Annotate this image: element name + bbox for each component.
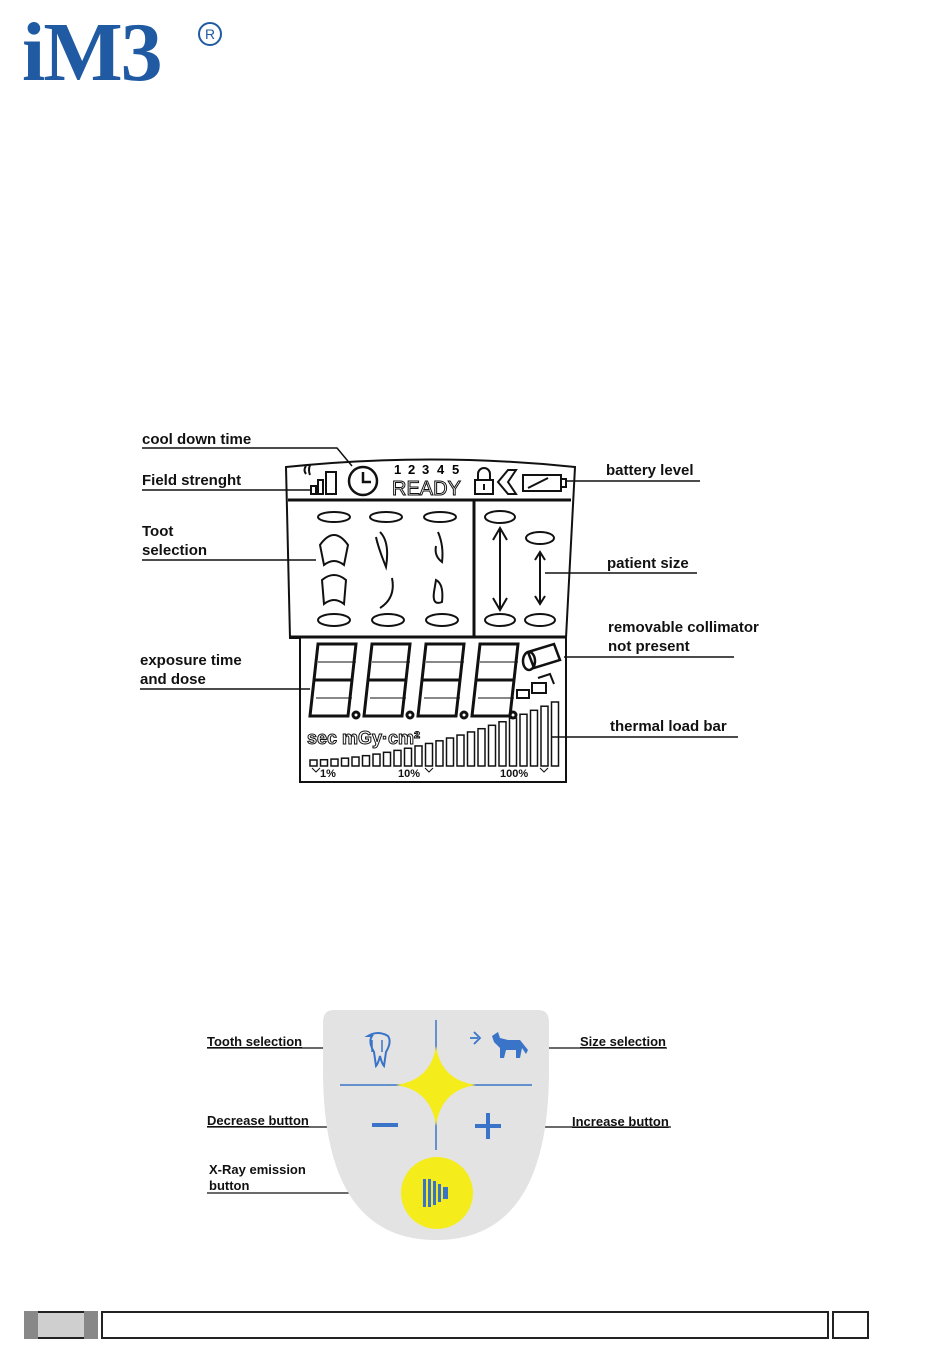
scale-1-percent: 1%	[320, 768, 336, 780]
scale-10-percent: 10%	[398, 768, 421, 780]
tooth-selection-icons	[318, 512, 458, 626]
tooth-selection-button[interactable]	[358, 1028, 398, 1068]
clock-icon	[349, 467, 377, 495]
program-digit-5: 5	[452, 462, 460, 477]
lock-icon	[475, 468, 493, 494]
decrease-button[interactable]	[366, 1110, 406, 1140]
return-arrow-icon	[498, 470, 516, 494]
tooth-group-top	[318, 512, 456, 567]
company-logo: iM3	[22, 6, 161, 99]
digit-1	[310, 644, 359, 718]
program-digit-4: 4	[437, 462, 445, 477]
program-digits-row	[394, 462, 459, 477]
thermal-bar-segment	[415, 746, 422, 766]
thermal-bar-segment	[321, 760, 328, 766]
program-digit-2: 2	[408, 462, 416, 477]
thermal-bar-segment	[447, 738, 454, 766]
footer-page-number-box	[832, 1311, 869, 1339]
ready-indicator: READY	[392, 478, 461, 500]
digit-4	[472, 644, 518, 718]
thermal-bar-segment	[373, 754, 380, 766]
tooth-group-bottom	[318, 575, 458, 626]
thermal-bar-segment	[310, 760, 317, 766]
footer-tab-left-accent	[24, 1311, 38, 1339]
scale-100-percent: 100%	[500, 768, 529, 780]
thermal-bar-segment	[384, 752, 391, 766]
label-thermal-load-bar: thermal load bar	[610, 718, 727, 735]
footer-title-box	[101, 1311, 829, 1339]
device-icon	[517, 674, 554, 698]
thermal-bar-segment	[394, 750, 401, 766]
thermal-scale-labels	[312, 768, 548, 780]
thermal-bar-segment	[436, 741, 443, 766]
units-label: sec mGy·cm²	[307, 728, 421, 748]
label-exposure-time-dose: exposure time and dose	[140, 652, 242, 688]
label-battery-level: battery level	[606, 462, 694, 479]
thermal-bar-segment	[520, 714, 527, 766]
digit-3	[418, 644, 467, 718]
registered-mark: R	[198, 22, 222, 46]
label-xray-button: X-Ray emission button	[209, 1162, 306, 1193]
digit-2	[364, 644, 413, 718]
minus-icon	[366, 1110, 406, 1140]
label-cool-down-time: cool down time	[142, 431, 252, 448]
thermal-bar-segment	[352, 757, 359, 766]
thermal-bar-segment	[342, 758, 349, 766]
label-field-strength: Field strenght	[142, 472, 242, 489]
label-decrease-button: Decrease button	[207, 1113, 309, 1128]
increase-button[interactable]	[470, 1108, 506, 1144]
battery-icon	[523, 475, 566, 491]
xray-emission-button[interactable]	[401, 1157, 473, 1229]
program-digit-3: 3	[422, 462, 430, 477]
plus-icon	[470, 1108, 506, 1144]
thermal-bar-segment	[510, 718, 517, 766]
thermal-bar-segment	[426, 743, 433, 766]
label-increase-button: Increase button	[572, 1114, 669, 1129]
thermal-bar-segment	[478, 729, 485, 766]
label-size-selection-button: Size selection	[580, 1034, 666, 1049]
label-tooth-selection: Toot selection	[142, 523, 208, 559]
label-patient-size: patient size	[607, 555, 689, 572]
thermal-bar-segment	[405, 748, 412, 766]
patient-size-icons	[485, 511, 555, 626]
label-tooth-selection-button: Tooth selection	[207, 1034, 303, 1049]
tooth-icon	[358, 1028, 398, 1068]
program-digit-1: 1	[394, 462, 402, 477]
thermal-bar-segment	[489, 725, 496, 766]
thermal-bar-segment	[331, 759, 338, 766]
size-selection-button[interactable]	[466, 1026, 536, 1066]
xray-emission-icon	[401, 1157, 473, 1229]
thermal-bar-segment	[457, 735, 464, 766]
thermal-bar-segment	[499, 722, 506, 766]
thermal-bar-segment	[531, 710, 538, 766]
dog-size-icon	[466, 1026, 536, 1066]
footer-tab-right-accent	[84, 1311, 98, 1339]
thermal-bar-segment	[363, 756, 370, 766]
collimator-icon	[523, 644, 560, 670]
exposure-digits	[310, 644, 518, 718]
thermal-bar-segment	[552, 702, 559, 766]
thermal-bar-segment	[541, 706, 548, 766]
thermal-bar-segment	[468, 732, 475, 766]
label-removable-collimator: removable collimator not present	[608, 619, 759, 655]
